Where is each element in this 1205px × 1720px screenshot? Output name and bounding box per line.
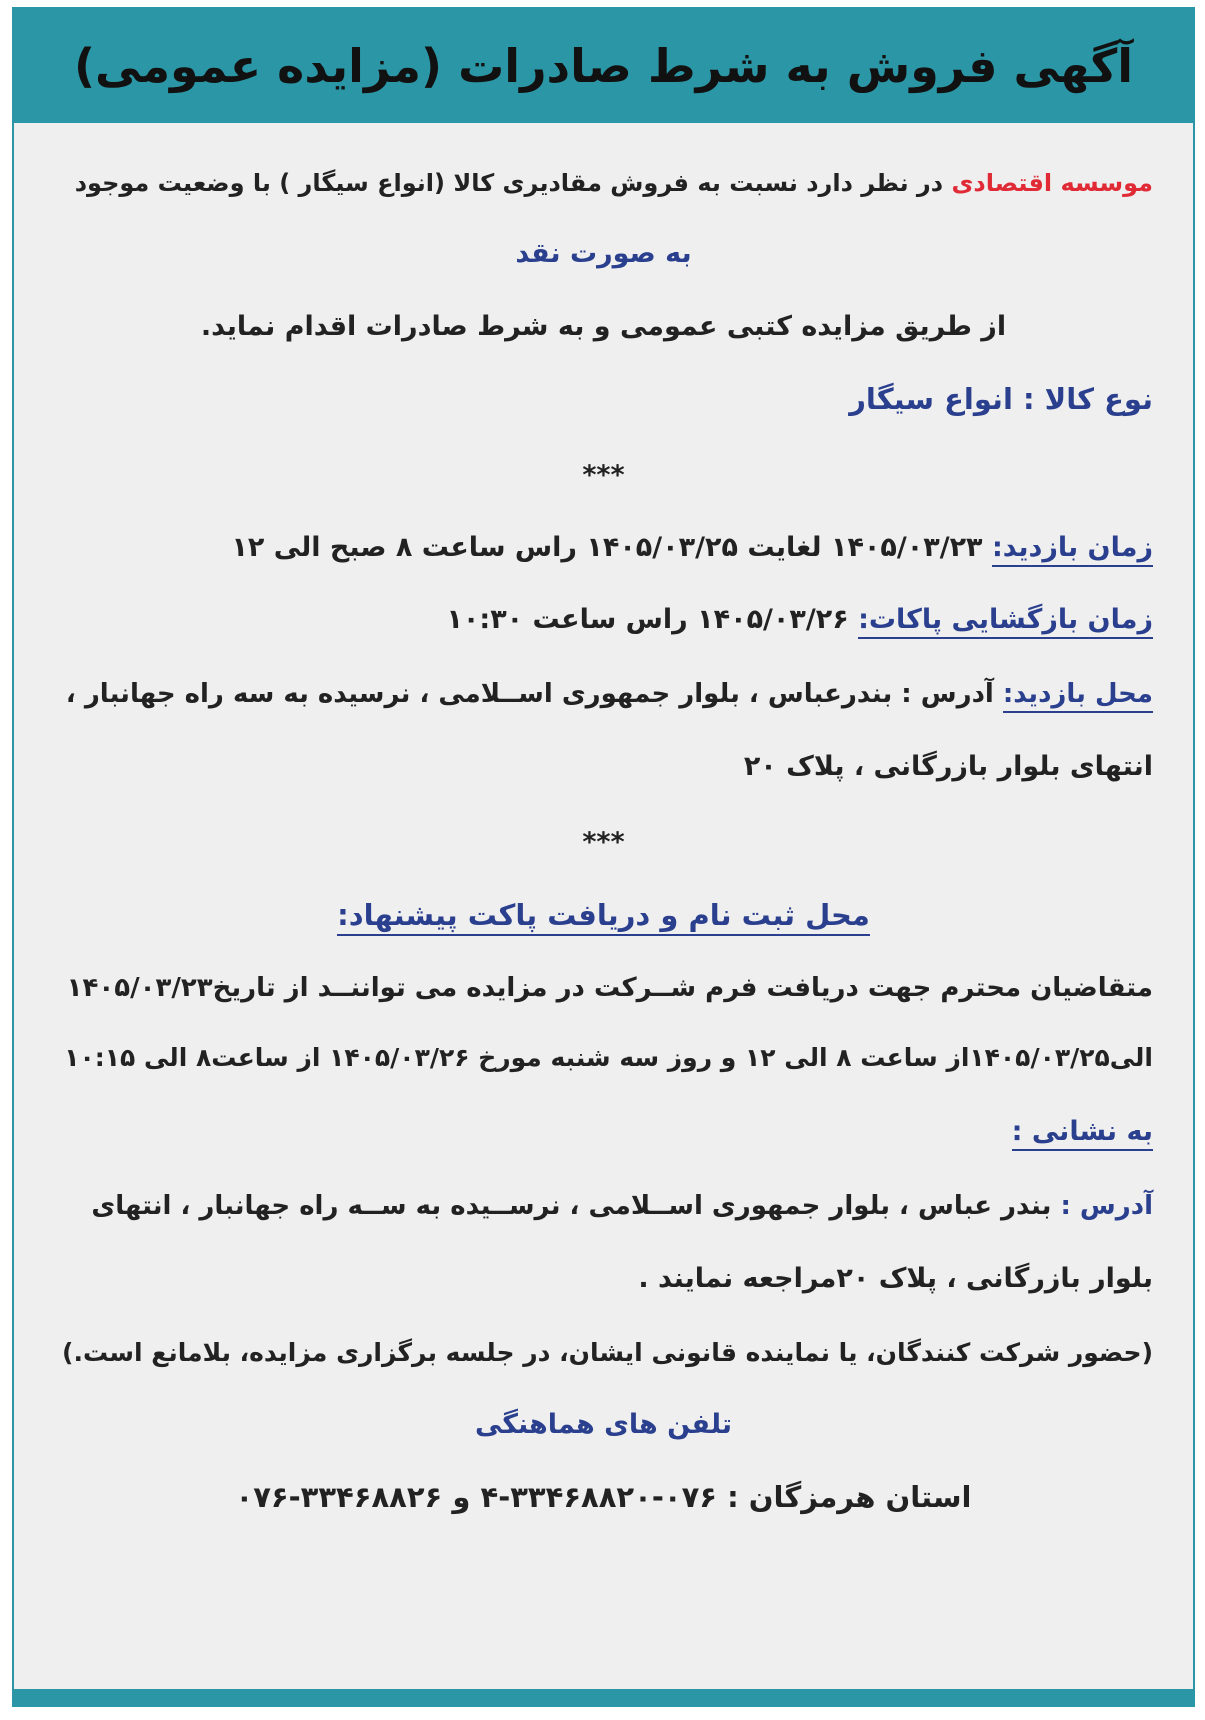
registration-heading-wrap	[54, 895, 1153, 935]
address-line-2: بلوار بازرگانی ، پلاک ۲۰مراجعه نمایند .	[638, 1263, 1153, 1294]
goods-type: نوع کالا : انواع سیگار	[849, 382, 1153, 416]
intro-line-1-text: در نظر دارد نسبت به فروش مقادیری کالا (انواع سیگار ) با وضعیت موجود	[74, 169, 944, 197]
visit-time-value: ۱۴۰۵/۰۳/۲۳ لغایت ۱۴۰۵/۰۳/۲۵ راس ساعت ۸ صبح الی ۱۲	[231, 532, 983, 563]
registration-line-1: متقاضیان محترم جهت دریافت فرم شــرکت در مزایده می تواننــد از تاریخ۱۴۰۵/۰۳/۲۳	[66, 973, 1153, 1003]
contact-phones: استان هرمزگان : ۰۷۶-۳۳۴۶۸۸۲۰-۴ و ۳۳۴۶۸۸۲۶-۰۷۶	[235, 1480, 972, 1514]
visit-place-label: محل بازدید:	[1003, 679, 1153, 713]
payment-method: به صورت نقد	[515, 238, 692, 269]
intro-line-1	[54, 163, 1153, 203]
page-title: آگهی فروش به شرط صادرات (مزایده عمومی)	[74, 39, 1133, 93]
contact-heading: تلفن های هماهنگی	[474, 1409, 732, 1440]
attendance-notice: (حضور شرکت کنندگان، یا نماینده قانونی ایشان، در جلسه برگزاری مزایده، بلامانع است.)	[62, 1338, 1153, 1367]
address-label: آدرس :	[1060, 1191, 1153, 1221]
address-heading: به نشانی :	[1012, 1116, 1153, 1151]
visit-place-address-1: آدرس : بندرعباس ، بلوار جمهوری اســلامی ، نرسیده به سه راه جهانبار ،	[65, 679, 994, 709]
visit-place-line	[54, 674, 1153, 714]
address-heading-wrap	[54, 1112, 1153, 1152]
address-line-1	[54, 1186, 1153, 1226]
visit-time-label: زمان بازدید:	[992, 532, 1153, 567]
separator-1: ***	[582, 460, 625, 491]
intro-line-3: از طریق مزایده کتبی عمومی و به شرط صادرات اقدام نماید.	[200, 311, 1007, 342]
header-banner	[14, 9, 1193, 123]
address-text-1: بندر عباس ، بلوار جمهوری اســلامی ، نرســیده به ســه راه جهانبار ، انتهای	[91, 1191, 1052, 1221]
registration-heading: محل ثبت نام و دریافت پاکت پیشنهاد:	[337, 898, 870, 936]
separator-2: ***	[582, 827, 625, 858]
advertisement-frame	[12, 7, 1195, 1707]
visit-time-line	[54, 528, 1153, 568]
organization-name: موسسه اقتصادی	[951, 169, 1153, 197]
opening-time-label: زمان بازگشایی پاکات:	[858, 604, 1153, 639]
opening-time-value: ۱۴۰۵/۰۳/۲۶ راس ساعت ۱۰:۳۰	[446, 604, 849, 635]
opening-time-line	[54, 600, 1153, 640]
registration-line-2: الی۱۴۰۵/۰۳/۲۵از ساعت ۸ الی ۱۲ و روز سه شنبه مورخ ۱۴۰۵/۰۳/۲۶ از ساعت۸ الی ۱۰:۱۵	[64, 1043, 1153, 1072]
visit-place-address-2: انتهای بلوار بازرگانی ، پلاک ۲۰	[743, 751, 1153, 782]
footer-bar	[14, 1689, 1193, 1705]
